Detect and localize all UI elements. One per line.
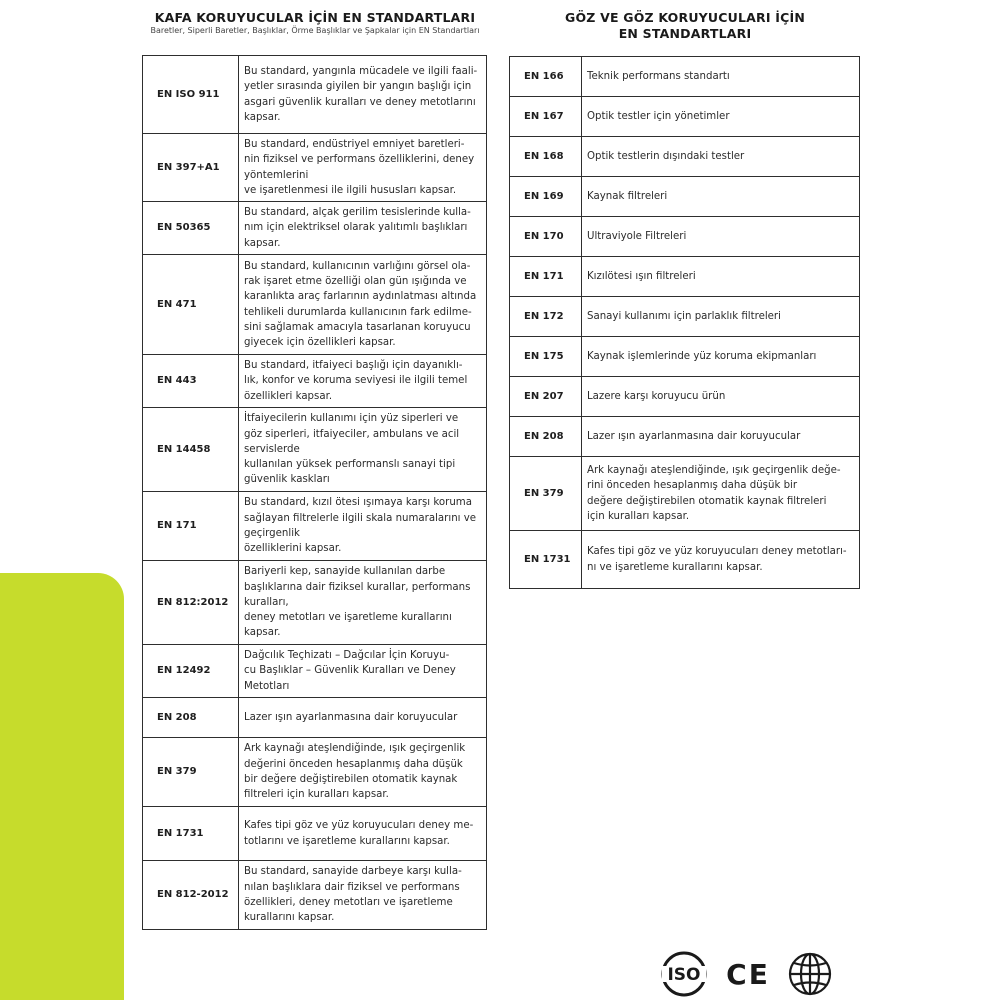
table-row (143, 492, 487, 561)
standard-description: Lazer ışın ayarlanmasına dair koruyucular (239, 698, 487, 738)
table-row (510, 57, 860, 97)
table-row (510, 417, 860, 457)
certification-logos (660, 950, 840, 998)
table-row (510, 457, 860, 531)
head-protection-subtitle: Baretler, Siperli Baretler, Başlıklar, Örme Başlıklar ve Şapkalar için EN Standartları (150, 26, 480, 35)
standard-code: EN 812:2012 (143, 561, 239, 645)
standard-code: EN 379 (143, 738, 239, 807)
standard-code: EN 166 (510, 57, 582, 97)
standard-description: Kızılötesi ışın filtreleri (582, 257, 860, 297)
standard-code: EN 443 (143, 355, 239, 408)
standard-code: EN 168 (510, 137, 582, 177)
table-row (510, 217, 860, 257)
table-row (510, 531, 860, 589)
standard-description: Lazer ışın ayarlanmasına dair koruyucular (582, 417, 860, 457)
standard-code: EN 1731 (143, 807, 239, 861)
table-row (143, 355, 487, 408)
standard-description: Bu standard, alçak gerilim tesislerinde kulla- nım için elektriksel olarak yalıtımlı başlıkları kapsar. (239, 202, 487, 255)
standard-code: EN 207 (510, 377, 582, 417)
standard-description: Optik testler için yönetimler (582, 97, 860, 137)
standard-description: Ark kaynağı ateşlendiğinde, ışık geçirgenlik değerini önceden hesaplanmış daha düşük bir değere değiştirebilen otomatik kaynak filtreleri için kuralları kapsar. (239, 738, 487, 807)
standard-description: Kaynak filtreleri (582, 177, 860, 217)
standard-code: EN 471 (143, 255, 239, 355)
standard-description: Bariyerli kep, sanayide kullanılan darbe başlıklarına dair fiziksel kurallar, performans kuralları, deney metotları ve işaretleme kurallarını kapsar. (239, 561, 487, 645)
standard-description: Bu standard, kullanıcının varlığını görsel ola- rak işaret etme özelliği olan gün ışığında ve karanlıkta araç farlarının aydınlatması altında tehlikeli durumlarda kullanıcının fark edilme- sini sağlamak amacıyla tasarlanan koruyucu giyecek için özellikleri kapsar. (239, 255, 487, 355)
standard-description: Bu standard, kızıl ötesi ışımaya karşı koruma sağlayan filtrelerle ilgili skala numaralarını ve geçirgenlik özelliklerini kapsar. (239, 492, 487, 561)
standard-code: EN 12492 (143, 645, 239, 698)
table-row (143, 861, 487, 930)
standard-description: Bu standard, sanayide darbeye karşı kulla- nılan başlıklara dair fiziksel ve performans özellikleri, deney metotları ve işaretleme kurallarını kapsar. (239, 861, 487, 930)
eye-protection-title: GÖZ VE GÖZ KORUYUCULARI İÇİN EN STANDARTLARI (564, 10, 806, 41)
iso-certification-icon (662, 953, 706, 995)
standard-code: EN 1731 (510, 531, 582, 589)
standard-code: EN 171 (143, 492, 239, 561)
ce-logo-text: CE (726, 958, 770, 991)
standard-description: Kaynak işlemlerinde yüz koruma ekipmanları (582, 337, 860, 377)
eye-standards-table (509, 56, 860, 589)
standard-description: Teknik performans standartı (582, 57, 860, 97)
table-row (143, 56, 487, 134)
standard-code: EN 50365 (143, 202, 239, 255)
eac-globe-certification-icon (790, 954, 830, 994)
standard-code: EN ISO 911 (143, 56, 239, 134)
standard-code: EN 208 (143, 698, 239, 738)
standard-code: EN 379 (510, 457, 582, 531)
standard-code: EN 170 (510, 217, 582, 257)
table-row (510, 177, 860, 217)
standard-code: EN 208 (510, 417, 582, 457)
table-row (143, 255, 487, 355)
standard-description: Bu standard, endüstriyel emniyet baretleri- nin fiziksel ve performans özelliklerini, deney yöntemlerini ve işaretlenmesi ile ilgili hususları kapsar. (239, 134, 487, 202)
standard-code: EN 169 (510, 177, 582, 217)
standard-code: EN 167 (510, 97, 582, 137)
table-row (510, 377, 860, 417)
table-row (143, 698, 487, 738)
table-row (143, 134, 487, 202)
standard-code: EN 397+A1 (143, 134, 239, 202)
standard-code: EN 175 (510, 337, 582, 377)
standard-description: Ultraviyole Filtreleri (582, 217, 860, 257)
standard-description: Lazere karşı koruyucu ürün (582, 377, 860, 417)
standard-code: EN 14458 (143, 408, 239, 492)
standard-code: EN 172 (510, 297, 582, 337)
table-row (143, 408, 487, 492)
table-row (143, 202, 487, 255)
table-row (510, 97, 860, 137)
standard-description: Kafes tipi göz ve yüz koruyucuları deney metotları- nı ve işaretleme kurallarını kapsar. (582, 531, 860, 589)
standard-code: EN 812-2012 (143, 861, 239, 930)
table-row (510, 297, 860, 337)
head-standards-table (142, 55, 487, 930)
table-row (510, 337, 860, 377)
standard-description: Sanayi kullanımı için parlaklık filtreleri (582, 297, 860, 337)
table-row (143, 645, 487, 698)
standard-description: Optik testlerin dışındaki testler (582, 137, 860, 177)
certification-logos-svg (660, 950, 840, 998)
table-row (510, 137, 860, 177)
table-row (510, 257, 860, 297)
standard-code: EN 171 (510, 257, 582, 297)
standard-description: İtfaiyecilerin kullanımı için yüz siperleri ve göz siperleri, itfaiyeciler, ambulans ve acil servislerde kullanılan yüksek performanslı sanayi tipi güvenlik kaskları (239, 408, 487, 492)
ce-mark-icon (726, 958, 770, 991)
standard-description: Bu standard, yangınla mücadele ve ilgili faali- yetler sırasında giyilen bir yangın başlığı için asgari güvenlik kuralları ve deney metotlarını kapsar. (239, 56, 487, 134)
standard-description: Kafes tipi göz ve yüz koruyucuları deney me- totlarını ve işaretleme kurallarını kapsar. (239, 807, 487, 861)
accent-side-bar (0, 573, 124, 1000)
table-row (143, 807, 487, 861)
standard-description: Dağcılık Teçhizatı – Dağcılar İçin Koruyu- cu Başlıklar – Güvenlik Kuralları ve Deney Metotları (239, 645, 487, 698)
table-row (143, 738, 487, 807)
table-row (143, 561, 487, 645)
head-protection-title: KAFA KORUYUCULAR İÇİN EN STANDARTLARI (154, 10, 476, 25)
iso-logo-text: ISO (667, 965, 701, 985)
standard-description: Ark kaynağı ateşlendiğinde, ışık geçirgenlik değe- rini önceden hesaplanmış daha düşük bir değere değiştirebilen otomatik kaynak filtreleri için kuralları kapsar. (582, 457, 860, 531)
standard-description: Bu standard, itfaiyeci başlığı için dayanıklı- lık, konfor ve koruma seviyesi ile ilgili temel özellikleri kapsar. (239, 355, 487, 408)
